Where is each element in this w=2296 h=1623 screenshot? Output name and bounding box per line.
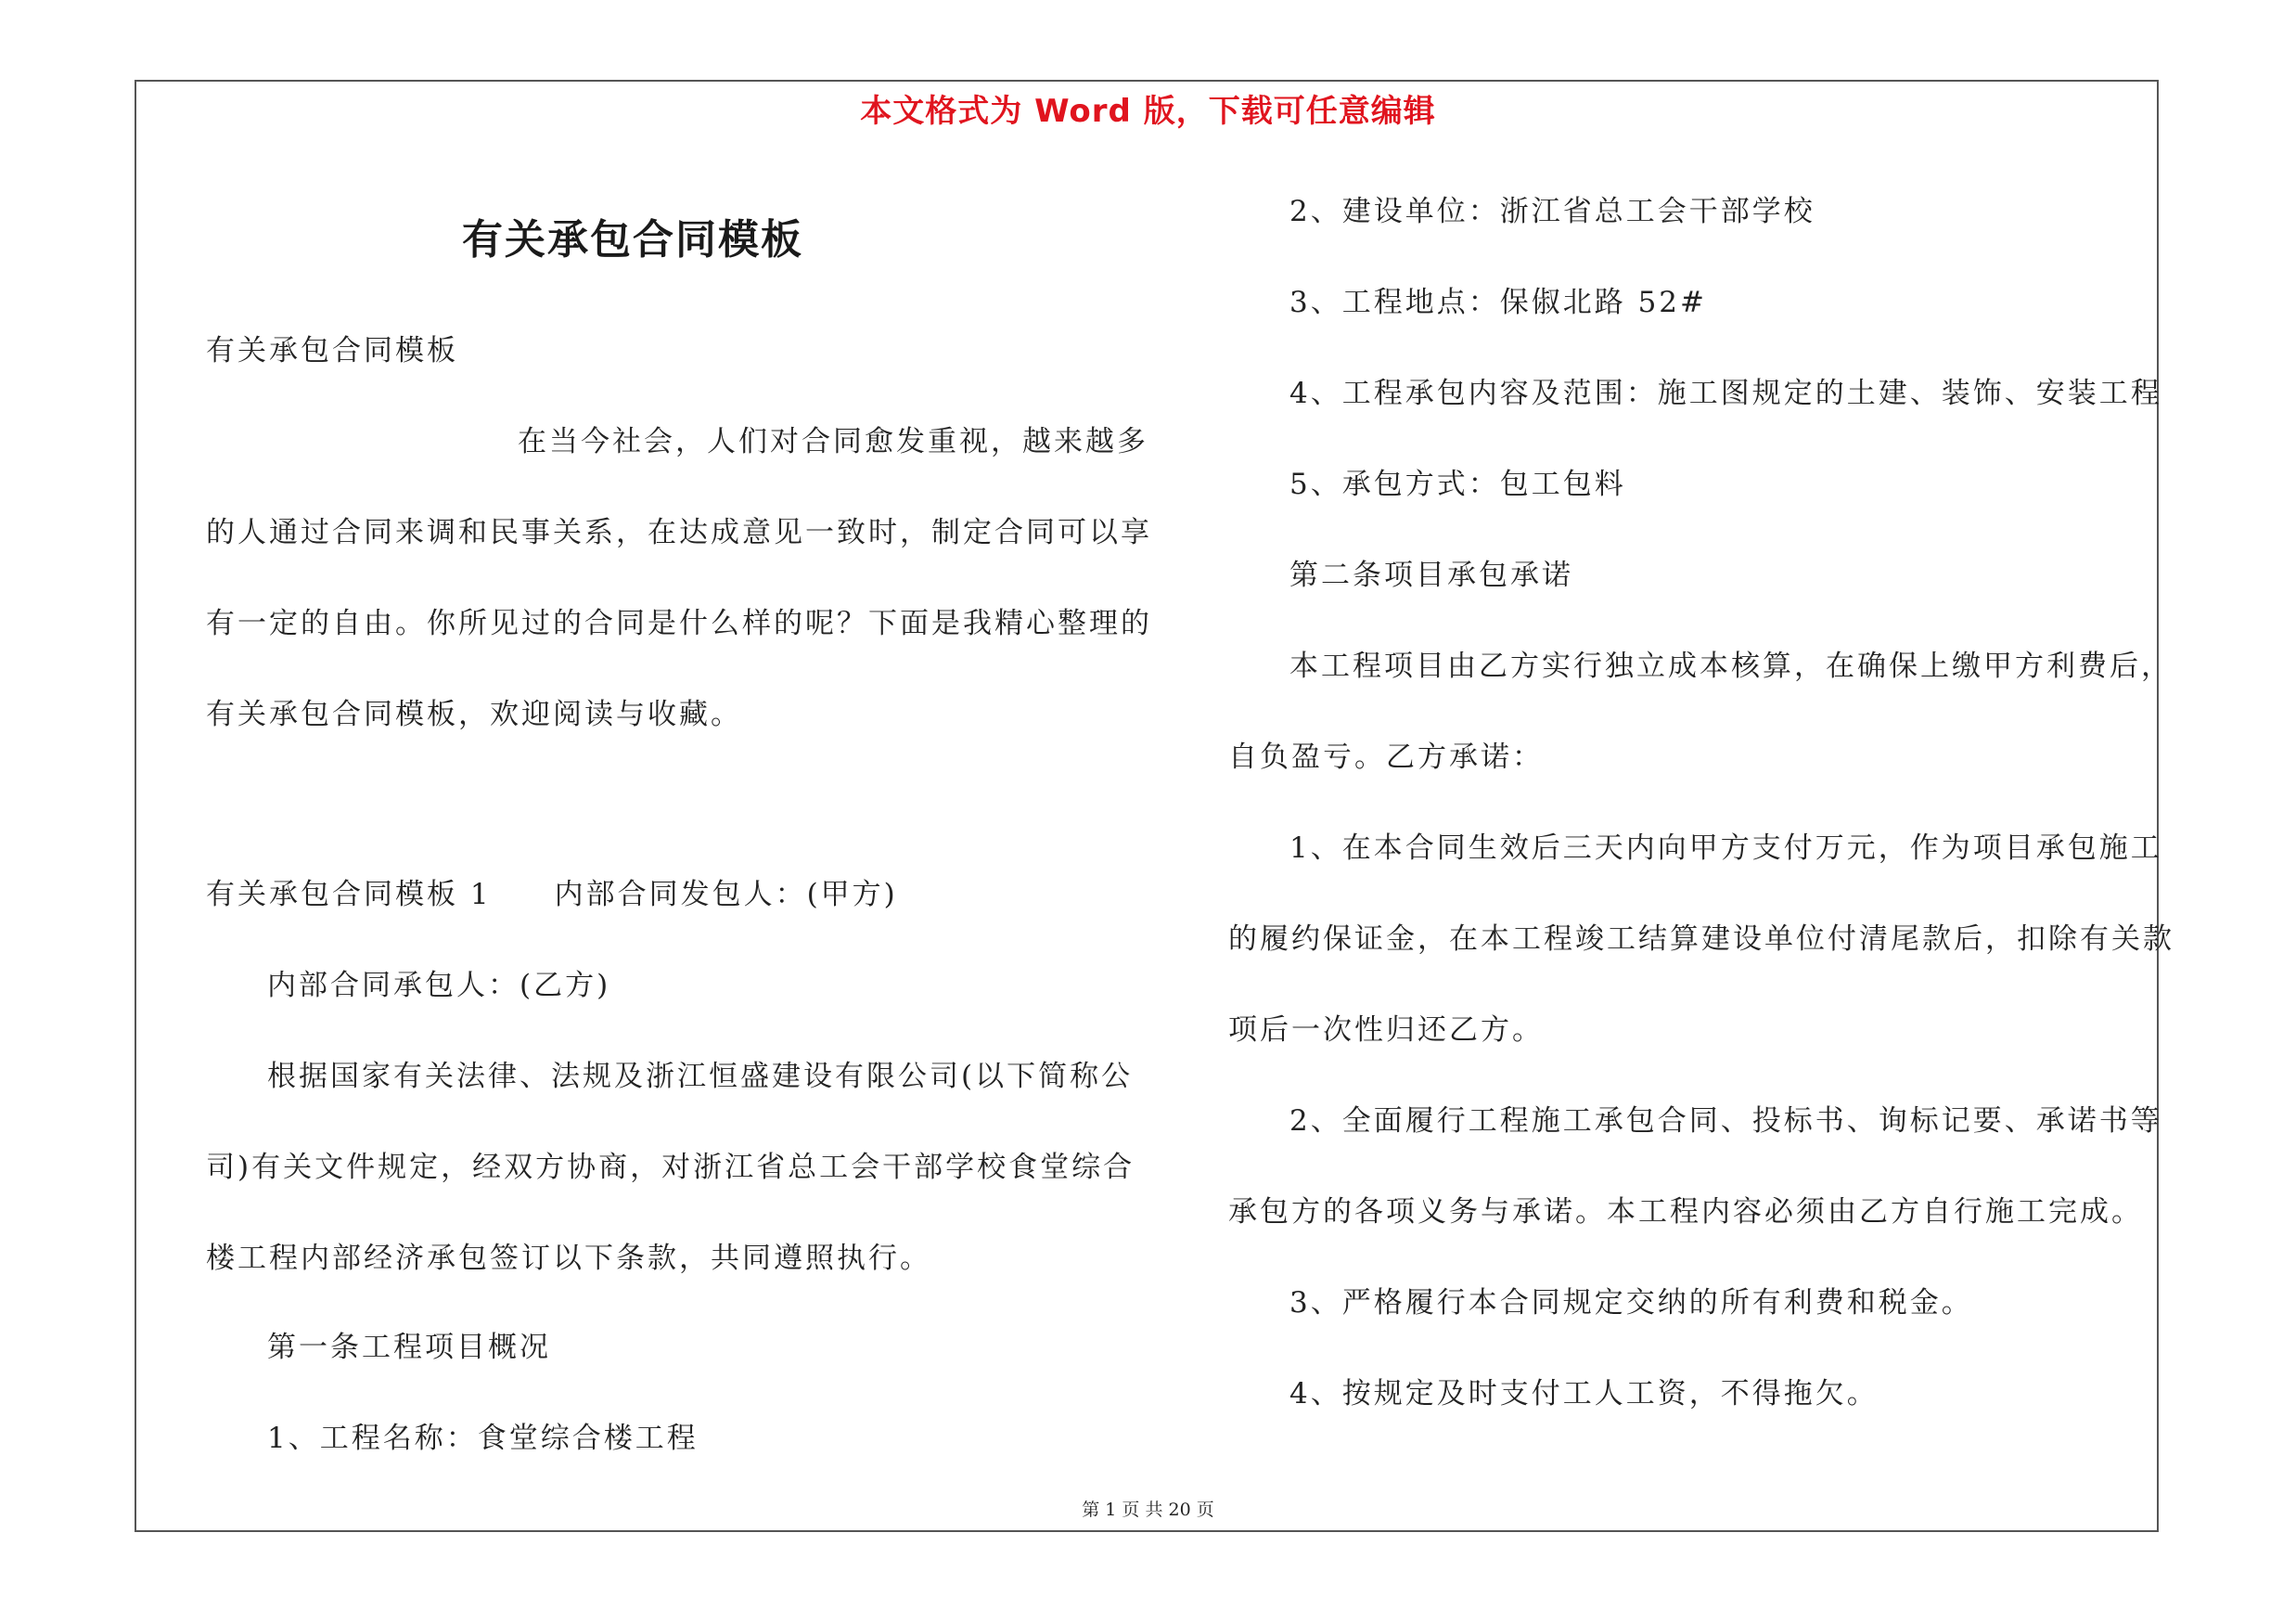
right-paragraph-line: 2、全面履行工程施工承包合同、投标书、询标记要、承诺书等 (1289, 1104, 2162, 1138)
right-paragraph-line: 4、按规定及时支付工人工资，不得拖欠。 (1289, 1377, 1879, 1410)
right-paragraph-line: 3、工程地点：保俶北路 52# (1289, 286, 1707, 319)
left-paragraph-line: 楼工程内部经济承包签订以下条款，共同遵照执行。 (206, 1242, 931, 1275)
right-paragraph-line: 项后一次性归还乙方。 (1228, 1013, 1544, 1047)
right-paragraph-line: 自负盈亏。乙方承诺： (1228, 741, 1544, 774)
left-paragraph-line: 有关承包合同模板 (206, 334, 458, 367)
right-paragraph-line: 本工程项目由乙方实行独立成本核算，在确保上缴甲方利费后， (1289, 650, 2173, 683)
right-paragraph-line: 1、在本合同生效后三天内向甲方支付万元，作为项目承包施工 (1289, 831, 2162, 865)
left-paragraph-line: 的人通过合同来调和民事关系，在达成意见一致时，制定合同可以享 (206, 516, 1152, 549)
left-paragraph-line: 在当今社会，人们对合同愈发重视，越来越多 (518, 425, 1148, 458)
document-title: 有关承包合同模板 (462, 216, 803, 264)
left-paragraph-line: 内部合同承包人：(乙方) (267, 969, 611, 1002)
right-paragraph-line: 5、承包方式：包工包料 (1289, 468, 1626, 501)
left-paragraph-line: 第一条工程项目概况 (267, 1331, 551, 1364)
right-paragraph-line: 2、建设单位：浙江省总工会干部学校 (1289, 195, 1815, 228)
left-paragraph-line: 1、工程名称：食堂综合楼工程 (267, 1422, 699, 1455)
left-paragraph-line: 有关承包合同模板，欢迎阅读与收藏。 (206, 698, 742, 731)
left-paragraph-line: 司)有关文件规定，经双方协商，对浙江省总工会干部学校食堂综合 (206, 1151, 1135, 1184)
right-paragraph-line: 承包方的各项义务与承诺。本工程内容必须由乙方自行施工完成。 (1228, 1195, 2143, 1229)
right-paragraph-line: 4、工程承包内容及范围：施工图规定的土建、装饰、安装工程 (1289, 377, 2162, 410)
left-paragraph-line: 有关承包合同模板 1 内部合同发包人：(甲方) (206, 878, 898, 911)
right-paragraph-line: 3、严格履行本合同规定交纳的所有利费和税金。 (1289, 1286, 1973, 1320)
right-paragraph-line: 的履约保证金，在本工程竣工结算建设单位付清尾款后，扣除有关款 (1228, 922, 2174, 956)
left-paragraph-line: 有一定的自由。你所见过的合同是什么样的呢？下面是我精心整理的 (206, 607, 1152, 640)
word-format-banner: 本文格式为 Word 版，下载可任意编辑 (860, 93, 1436, 130)
right-paragraph-line: 第二条项目承包承诺 (1289, 559, 1573, 592)
left-paragraph-line: 根据国家有关法律、法规及浙江恒盛建设有限公司(以下简称公 (267, 1060, 1134, 1093)
page-number-footer: 第 1 页 共 20 页 (1082, 1500, 1214, 1520)
